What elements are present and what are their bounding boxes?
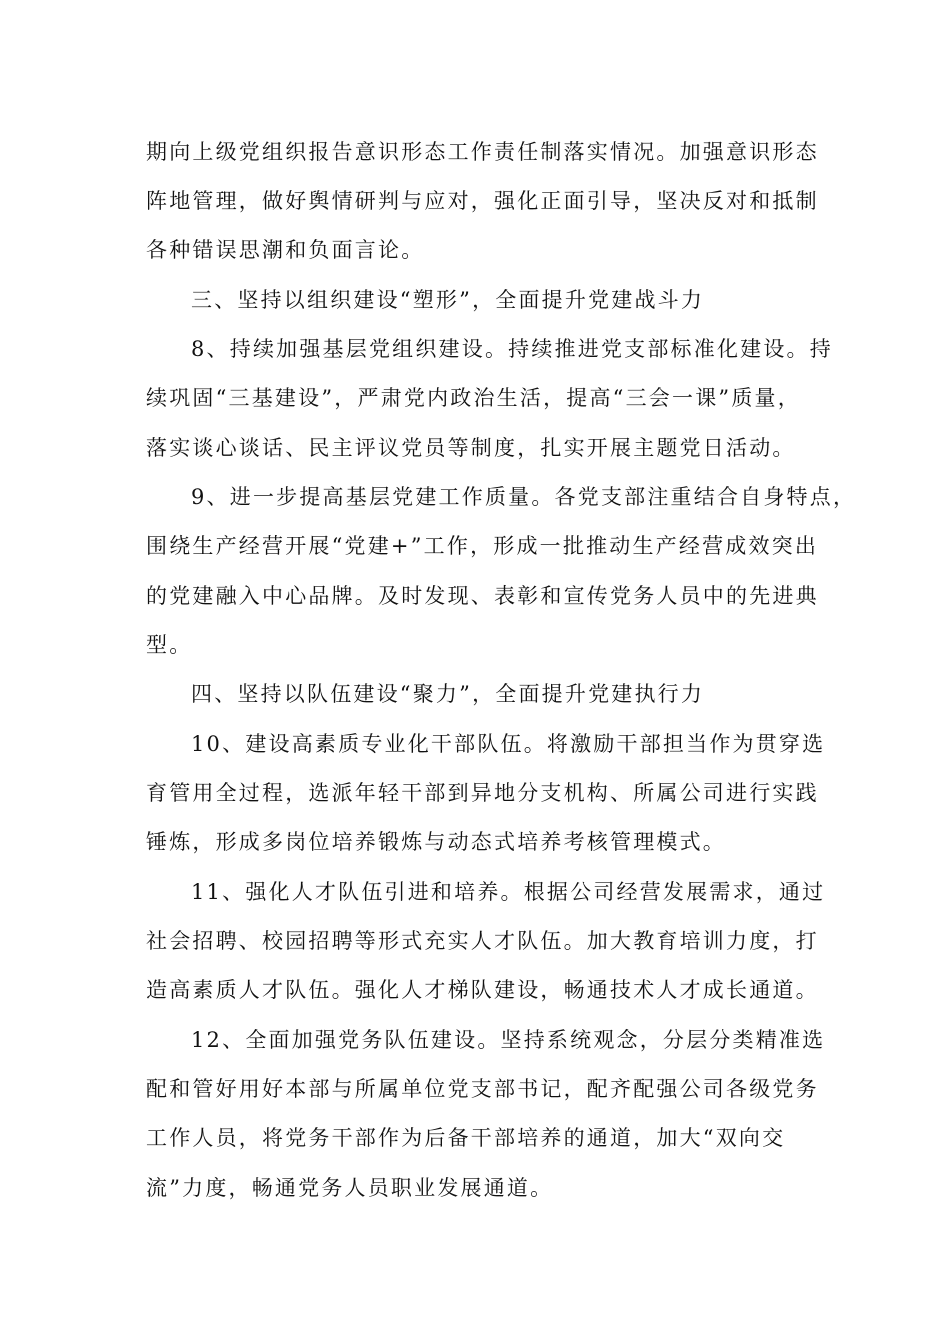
paragraph-9-start: 9、进一步提高基层党建工作质量。各党支部注重结合自身特点， <box>191 485 857 509</box>
paragraph-10-start: 10、建设高素质专业化干部队伍。将激励干部担当作为贯穿选 <box>191 732 826 756</box>
paragraph-12-start: 12、全面加强党务队伍建设。坚持系统观念，分层分类精准选 <box>191 1028 826 1052</box>
text-line: 期向上级党组织报告意识形态工作责任制落实情况。加强意识形态 <box>146 140 819 164</box>
text-line: 锤炼，形成多岗位培养锻炼与动态式培养考核管理模式。 <box>146 830 726 854</box>
text-line: 的党建融入中心品牌。及时发现、表彰和宣传党务人员中的先进典 <box>146 584 819 608</box>
text-line: 阵地管理，做好舆情研判与应对，强化正面引导，坚决反对和抵制 <box>146 189 819 213</box>
section-heading-4: 四、坚持以队伍建设“聚力”，全面提升党建执行力 <box>191 682 705 706</box>
text-line: 工作人员，将党务干部作为后备干部培养的通道，加大“双向交 <box>146 1126 786 1150</box>
text-line: 型。 <box>146 633 193 657</box>
text-line: 造高素质人才队伍。强化人才梯队建设，畅通技术人才成长通道。 <box>146 978 819 1002</box>
section-heading-3: 三、坚持以组织建设“塑形”，全面提升党建战斗力 <box>191 288 705 312</box>
paragraph-11-start: 11、强化人才队伍引进和培养。根据公司经营发展需求，通过 <box>191 880 826 904</box>
text-line: 落实谈心谈话、民主评议党员等制度，扎实开展主题党日活动。 <box>146 436 796 460</box>
text-line: 育管用全过程，选派年轻干部到异地分支机构、所属公司进行实践 <box>146 781 819 805</box>
text-line: 流”力度，畅通党务人员职业发展通道。 <box>146 1176 554 1200</box>
text-line: 社会招聘、校园招聘等形式充实人才队伍。加大教育培训力度，打 <box>146 929 819 953</box>
paragraph-8-start: 8、持续加强基层党组织建设。持续推进党支部标准化建设。持 <box>191 337 833 361</box>
text-line: 围绕生产经营开展“党建+”工作，形成一批推动生产经营成效突出 <box>146 534 819 558</box>
text-line: 配和管好用好本部与所属单位党支部书记，配齐配强公司各级党务 <box>146 1077 819 1101</box>
text-line: 续巩固“三基建设”，严肃党内政治生活，提高“三会一课”质量， <box>146 386 801 410</box>
text-line: 各种错误思潮和负面言论。 <box>146 238 425 262</box>
